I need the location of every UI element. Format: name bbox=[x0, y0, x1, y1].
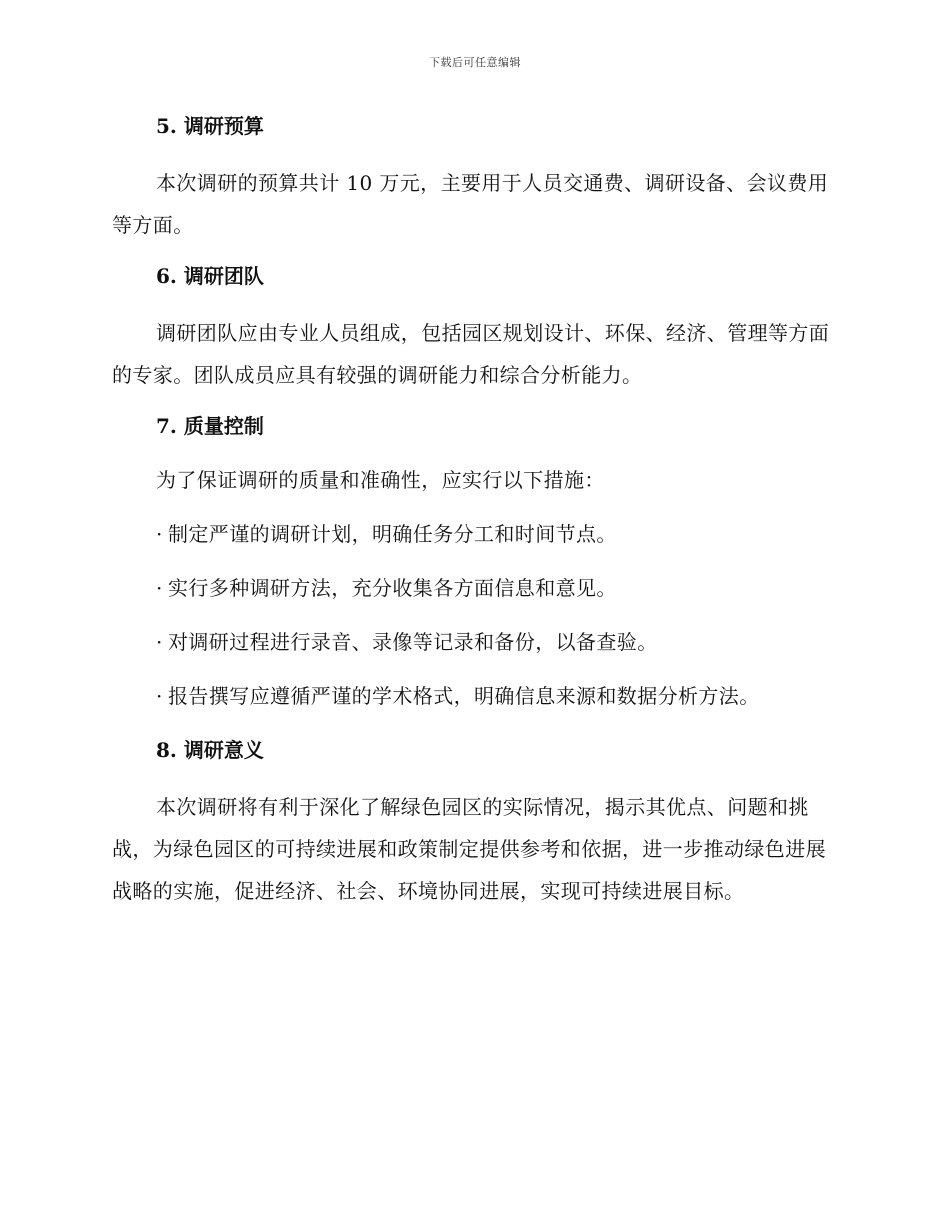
list-item bbox=[112, 516, 834, 552]
section-heading-budget: 5. 调研预算 bbox=[156, 114, 264, 138]
list-item bbox=[112, 570, 834, 606]
quality-intro bbox=[112, 462, 834, 498]
section-heading-significance: 8. 调研意义 bbox=[156, 738, 264, 762]
quality-intro-text: 为了保证调研的质量和准确性，应实行以下措施： bbox=[156, 468, 605, 492]
list-item bbox=[112, 624, 834, 660]
list-item-text: 制定严谨的调研计划，明确任务分工和时间节点。 bbox=[168, 522, 617, 546]
section-text-budget: 本次调研的预算共计 10 万元，主要用于人员交通费、调研设备、会议费用等方面。 bbox=[112, 171, 829, 237]
bullet-mark: · bbox=[156, 684, 163, 708]
document-body bbox=[112, 108, 834, 924]
list-item-text: 对调研过程进行录音、录像等记录和备份，以备查验。 bbox=[168, 630, 658, 654]
bullet-mark: · bbox=[156, 576, 163, 600]
section-text-significance: 本次调研将有利于深化了解绿色园区的实际情况，揭示其优点、问题和挑战，为绿色园区的可持续进展和政策制定提供参考和依据，进一步推动绿色进展战略的实施，促进经济、社会、环境协同进展，实现可持续进展目标。 bbox=[112, 795, 826, 903]
list-item-text: 实行多种调研方法，充分收集各方面信息和意见。 bbox=[168, 576, 617, 600]
section-heading-quality: 7. 质量控制 bbox=[156, 414, 264, 438]
bullet-mark: · bbox=[156, 630, 163, 654]
header-note: 下载后可任意编辑 bbox=[429, 56, 521, 69]
list-item bbox=[112, 678, 834, 714]
section-heading-team: 6. 调研团队 bbox=[156, 264, 264, 288]
section-text-team: 调研团队应由专业人员组成，包括园区规划设计、环保、经济、管理等方面的专家。团队成员应具有较强的调研能力和综合分析能力。 bbox=[112, 321, 830, 387]
list-item-text: 报告撰写应遵循严谨的学术格式，明确信息来源和数据分析方法。 bbox=[168, 684, 760, 708]
bullet-mark: · bbox=[156, 522, 163, 546]
